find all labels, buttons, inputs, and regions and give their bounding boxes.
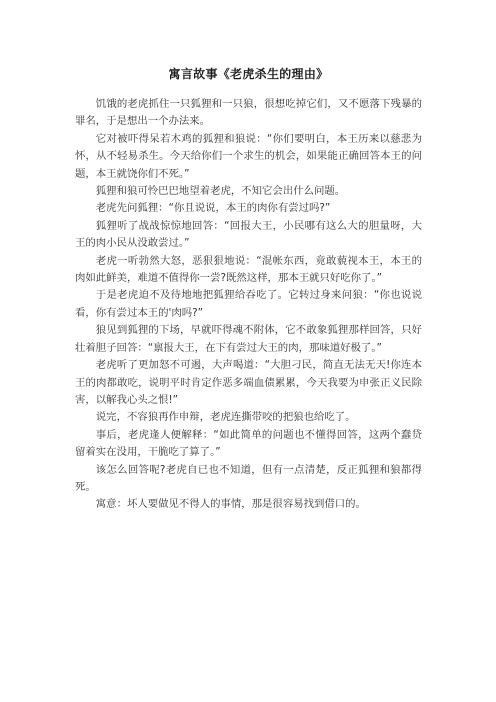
paragraph: 狼见到狐狸的下场，早就吓得魂不附体，它不敢象狐狸那样回答，只好壮着胆子回答：“禀报大王，在下有尝过大王的肉，那味道好极了。”	[75, 324, 422, 354]
paragraph: 狐狸听了战战惊惊地回答：“回报大王，小民哪有这么大的胆量呀，大王的肉小民从没敢尝过。”	[75, 219, 422, 250]
paragraph: 饥饿的老虎抓住一只狐狸和一只狼，很想吃掉它们，又不愿落下残暴的罪名，于是想出一个办法来。	[75, 98, 422, 128]
paragraph: 它对被吓得呆若木鸡的狐狸和狼说：“你们要明白，本王历来以慈悲为怀，从不轻易杀生。今天给你们一个求生的机会，如果能正确回答本王的问题，本王就饶你们不死。”	[75, 132, 422, 180]
paragraph: 老虎先问狐狸：“你且说说，本王的肉你有尝过吗?”	[95, 202, 331, 215]
paragraph: 说完，不容狼再作申辩，老虎连撕带咬的把狼也给吃了。	[95, 411, 356, 424]
document-title: 寓言故事《老虎杀生的理由》	[168, 67, 329, 81]
document-body	[75, 96, 422, 514]
paragraph: 老虎一听勃然大怒，恶狠狠地说：“混帐东西，竟敢藐视本王，本王的肉如此鲜美，难道不值得你一尝?既然这样，那本王就只好吃你了。”	[75, 254, 422, 285]
paragraph: 于是老虎迫不及待地地把狐狸给吞吃了。它转过身来问狼：“你也说说看，你有尝过本王的'肉吗?”	[75, 289, 422, 319]
paragraph: 事后，老虎逢人便解释：“如此简单的问题也不懂得回答，这两个蠢贷留着实在没用，干脆吃了算了。”	[75, 428, 422, 459]
paragraph: 狐狸和狼可怜巴巴地望着老虎，不知它会出什么问题。	[95, 185, 346, 198]
paragraph: 老虎听了更加怒不可遏，大声喝道：“大胆刁民，简直无法无天!你连本王的肉都敢吃，说明平时肯定作恶多端血债累累，今天我要为申张正义民除害，以解我心头之恨!”	[75, 359, 422, 406]
moral-paragraph: 寓意：坏人要做见不得人的事情，那是很容易找到借口的。	[95, 498, 366, 511]
paragraph: 该怎么回答呢?老虎自已也不知道，但有一点清楚，反正狐狸和狼都得死。	[75, 463, 422, 493]
